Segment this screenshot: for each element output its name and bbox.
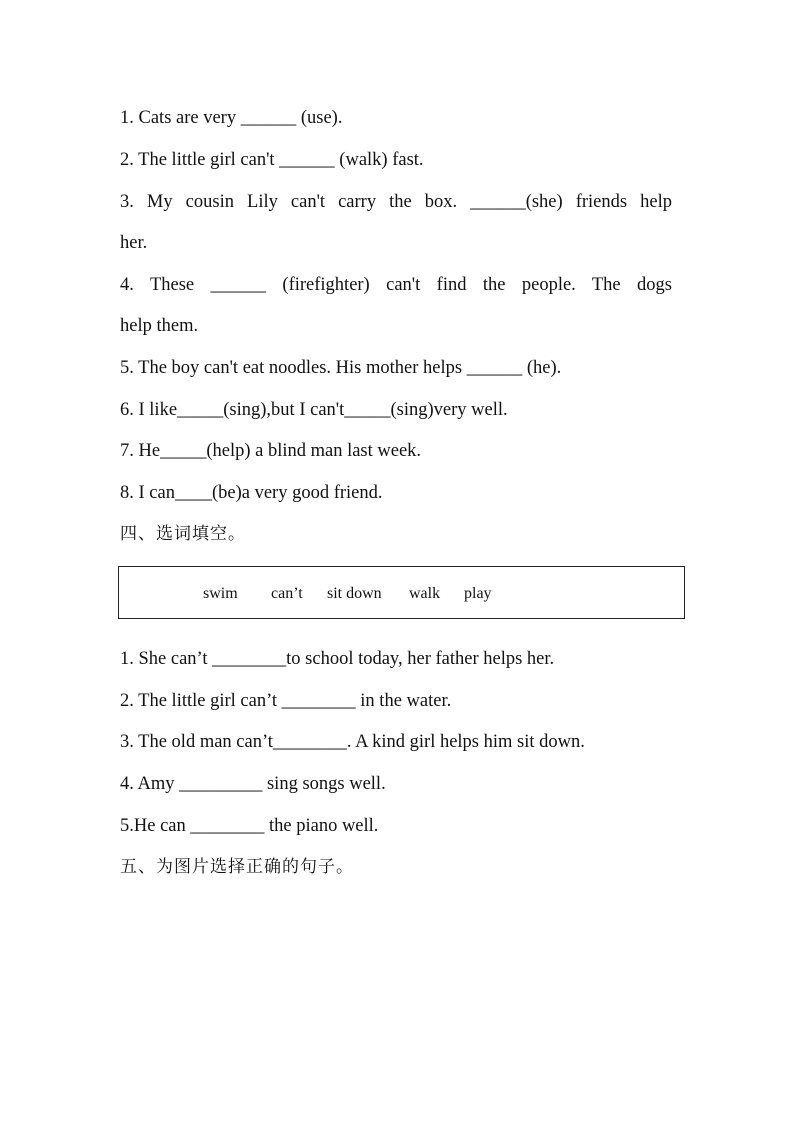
word-choice-item-2: 2. The little girl can’t ________ in the water. — [120, 691, 452, 711]
exercise-item-8: 8. I can____(be)a very good friend. — [120, 483, 383, 503]
word-choice-item-4: 4. Amy _________ sing songs well. — [120, 774, 386, 794]
word-choice-item-1: 1. She can’t ________to school today, her father helps her. — [120, 649, 555, 669]
word-choice-item-3: 3. The old man can’t________. A kind girl helps him sit down. — [120, 732, 585, 752]
exercise-item-4-continuation: help them. — [120, 316, 199, 336]
word-bank-word: swim — [203, 585, 238, 602]
word-choice-item-5: 5.He can ________ the piano well. — [120, 816, 379, 836]
exercise-item-5: 5. The boy can't eat noodles. His mother helps ______ (he). — [120, 358, 562, 378]
exercise-item-2: 2. The little girl can't ______ (walk) fast. — [120, 150, 424, 170]
exercise-item-6: 6. I like_____(sing),but I can't_____(sing)very well. — [120, 400, 508, 420]
word-bank-word: walk — [409, 585, 441, 602]
word-bank-word: play — [464, 585, 492, 602]
section-heading-4: 四、选词填空。 — [120, 524, 246, 544]
word-bank-word: sit down — [327, 585, 382, 602]
exercise-item-4: 4. These ______ (firefighter) can't find the people. The dogs — [120, 275, 672, 295]
exercise-item-3-continuation: her. — [120, 233, 148, 253]
exercise-item-1: 1. Cats are very ______ (use). — [120, 108, 343, 128]
word-bank-word: can’t — [271, 585, 303, 602]
section-heading-5: 五、为图片选择正确的句子。 — [120, 857, 354, 877]
word-bank-box — [118, 566, 685, 619]
exercise-item-7: 7. He_____(help) a blind man last week. — [120, 441, 422, 461]
exercise-item-3: 3. My cousin Lily can't carry the box. ______(she) friends help — [120, 192, 672, 212]
